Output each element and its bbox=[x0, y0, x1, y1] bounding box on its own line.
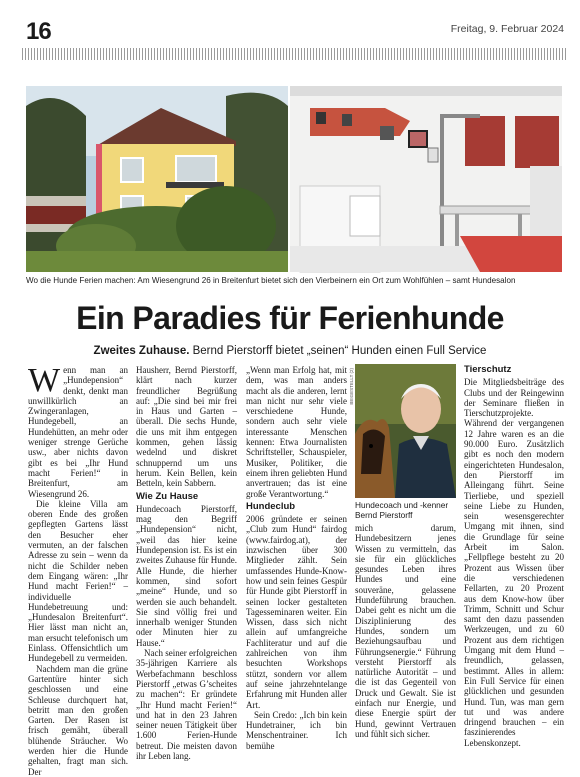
text-column-3 bbox=[246, 365, 347, 751]
paragraph: mich darum, Hundebesitzern jenes Wissen zu vermitteln, das sie für ein glückliches gesundes Leben ihres Hundes und eine souveräne, gelassene Hundeführung brauchen. Dabei geht es nicht um die Disziplinierung des Hundes, sondern um Beziehungsaufbau und Führungsenergie.“ Führung versteht Pierstorff als natürliche Autorität – und die ist das Gegenteil von Druck und Gewalt. Sie ist einfach nur Energie, und diese Energie spürt der Hund, gewinnt Vertrauen und fühlt sich sicher. bbox=[355, 523, 456, 739]
photo-strip bbox=[26, 86, 562, 272]
paragraph bbox=[28, 362, 128, 499]
drop-cap: W bbox=[28, 362, 61, 399]
paragraph: 2006 gründete er seinen „Club zum Hund“ fairdog (www.fairdog.at), der inzwischen über 300 Mitglieder zählt. Sein umfassendes Hunde-Know-how und sein feines Gespür für Hunde gibt Pierstorff in seinen locker gestalteten Tagesseminaren weiter. Ein Wissen, dass sich nicht allein auf umfangreiche Fachliteratur und auf die zahlreichen von ihm besuchten Workshops stützt, sondern vor allem auf seine jahrzehntelange Erfahrung mit Hunden aller Art. bbox=[246, 514, 347, 710]
photo-credit: BEIGESTELLT (2) bbox=[349, 368, 354, 405]
text-column-4 bbox=[355, 523, 456, 739]
text-column-2 bbox=[136, 365, 237, 761]
subline-text: Bernd Pierstorff bietet „seinen“ Hunden einen Full Service bbox=[189, 345, 487, 357]
page-number: 16 bbox=[26, 18, 51, 45]
paragraph: Sein Credo: „Ich bin kein Hundetrainer, ich bin Menschentrainer. Ich bemühe bbox=[246, 709, 347, 751]
photo-caption: Wo die Hunde Ferien machen: Am Wiesengrund 26 in Breitenfurt bietet sich den Vierbeinern ein Ort zum Wohlfühlen – samt Hundesalon bbox=[26, 276, 516, 285]
issue-date: Freitag, 9. Februar 2024 bbox=[450, 23, 564, 35]
paragraph: Hundecoach Pierstorff, mag den Begriff „Hundepension“ nicht, „weil das hier keine Hundepension ist. Es ist ein zweites Zuhause für Hunde. Alle Hunde, die hierher kommen, sind sofort „meine“ Hunde, und so werden sie auch behandelt. Sie sind völlig frei und innerhalb weniger Stunden oder Minuten hier zu Hause.“ bbox=[136, 503, 237, 648]
subheadline bbox=[0, 345, 580, 357]
paragraph: „Wenn man Erfolg hat, mit dem, was man anders macht als die anderen, lernt man nicht nur sehr viele verschiedene Hunde, sondern auch sehr viele interessante Menschen kennen: Etwa Journalisten Schriftsteller, Schauspieler, Musiker, Politiker, die einem ihren geliebten Hund anvertrauen; das ist eine große Verantwortung.“ bbox=[246, 365, 347, 499]
portrait-photo bbox=[355, 364, 456, 498]
section-heading: Wie Zu Hause bbox=[136, 490, 199, 502]
page-header bbox=[22, 18, 566, 48]
paragraph: Die Mitgliedsbeiträge des Clubs und der Reingewinn der Seminare fließen in Tierschutzprojekte. Während der vergangenen 12 Jahre waren es an die 90.000 Euro. Zusätzlich gibt es noch den modern eingerichteten Hundesalon, den Pierstorff im Alleingang führt. Seine Tierliebe, und speziell seine Liebe zu Hunden, sein wesensgerechter Umgang mit ihnen, sind die Grundlage für seine Arbeit im Salon. „Fellpflege besteht zu 20 Prozent aus Wissen über die verschiedenen Fellarten, zu 20 Prozent aus dem Know-how über Trimm, Schnitt und Schur samt den dazu passenden Werkzeugen, und zu 60 Prozent aus dem richtigen Umgang mit dem Hund – freundlich, gelassen, bestimmt. Alles in allem: Ein Full Service für einen glücklichen und gesunden Hund. Tun, was man gern tut und was andere dringend brauchen – ein faszinierendes Lebenskonzept. bbox=[464, 377, 564, 748]
section-heading: Tierschutz bbox=[464, 364, 512, 375]
paragraph: Hausherr, Bernd Pierstorff, klärt nach kurzer freundlicher Begrüßung auf: „Die sind bei mir frei in Haus und Garten – überall. Die sechs Hunde, die uns mit ihm entgegen kommen, gehen lässig wedelnd und diskret schnuppernd um uns herum. Kein Bellen, kein Betteln, kein Sabbern. bbox=[136, 365, 237, 489]
kicker: Zweites Zuhause. bbox=[93, 345, 190, 357]
paragraph: Die kleine Villa am oberen Ende des großen gepflegten Gartens lässt den Besucher eher vermuten, an der falschen Adresse zu sein – wenn da nicht die Schilder neben dem Eingang wären: „Ihr Hund macht Ferien!“ – individuelle Hundebetreuung und: „Hundesalon Breitenfurt“. Hier lässt man nicht an, man ersucht telefonisch um Einlass. Offensichtlich um Hundegebell zu vermeiden. bbox=[28, 498, 128, 664]
section-heading: Hundeclub bbox=[246, 500, 296, 512]
paragraph: Nachdem man die grüne Gartentüre hinter sich geschlossen und eine Schleuse durchquert hat, betritt man den großen Garten. Der Rasen ist frisch gemäht, überall blühende Sträucher. Wo werden hier die Hunde gehalten, fragt man sich. Der bbox=[28, 663, 128, 777]
text-column-1 bbox=[28, 362, 128, 777]
salon-photo bbox=[290, 86, 562, 272]
paragraph-text: enn man an „Hundepension“ denkt, denkt man unwillkürlich an Zwingeranlagen, Hundegebell, an Hundehütten, an mehr oder weniger strenge Gerüche usw., aber nichts davon gibt es bei „Ihr Hund macht Ferien!“ in Breitenfurt, am Wiesengrund 26. bbox=[28, 365, 128, 499]
paragraph: Nach seiner erfolgreichen 35-jährigen Karriere als Werbefachmann beschloss Pierstorff „etwas G’scheites zu machen“: Er gründete „Ihr Hund macht Ferien!“ und hat in den 23 Jahren seiner neuen Tätigkeit über 1.600 Ferien-Hunde betreut. Die meisten davon ihr Leben lang. bbox=[136, 648, 237, 761]
header-rule bbox=[22, 48, 566, 60]
text-column-5 bbox=[464, 365, 564, 748]
house-photo bbox=[26, 86, 288, 272]
headline: Ein Paradies für Ferienhunde bbox=[76, 300, 504, 336]
portrait-caption: Hundecoach und -kenner Bernd Pierstorff bbox=[355, 500, 449, 520]
